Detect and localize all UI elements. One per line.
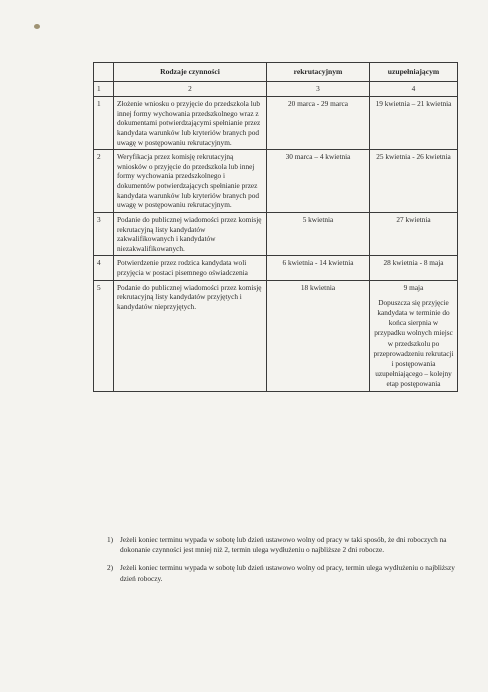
row-recruitment-date: 5 kwietnia — [267, 212, 370, 256]
header-num — [94, 63, 114, 82]
row-supplementary-note: Dopuszcza się przyjęcie kandydata w terminie do końca sierpnia w przypadku wolnych miejsc w przedszkolu po przeprowadzeniu rekrutacji i postępowania uzupełniającego – kolejny etap postępowania — [373, 298, 454, 388]
table-row — [94, 97, 458, 150]
row-supplementary-date: 28 kwietnia - 8 maja — [370, 256, 458, 280]
table-row — [94, 280, 458, 391]
footnote-text: Jeżeli koniec terminu wypada w sobotę lub dzień ustawowo wolny od pracy, termin ulega wydłużeniu o najbliższy dzień roboczy. — [120, 563, 455, 583]
row-activity: Złożenie wniosku o przyjęcie do przedszkola lub innej formy wychowania przedszkolnego wraz z dokumentami potwierdzającymi spełnianie przez kandydata warunków lub kryteriów branych pod uwagę w postępowaniu rekrutacyjnym. — [114, 97, 267, 150]
column-number-row — [94, 82, 458, 97]
colnum-2: 2 — [114, 82, 267, 97]
row-recruitment-date: 6 kwietnia - 14 kwietnia — [267, 256, 370, 280]
row-supplementary-date: 9 maja — [403, 282, 424, 292]
table-header-row — [94, 63, 458, 82]
footnote-text: Jeżeli koniec terminu wypada w sobotę lub dzień ustawowo wolny od pracy w taki sposób, że dni roboczych na dokonanie czynności jest mniej niż 2, termin ulega wydłużeniu o najbliższe 2 dni robocze. — [120, 535, 447, 555]
footnotes — [107, 535, 459, 592]
row-recruitment-date: 20 marca - 29 marca — [267, 97, 370, 150]
footnote-item — [107, 563, 459, 583]
colnum-1: 1 — [94, 82, 114, 97]
colnum-4: 4 — [370, 82, 458, 97]
row-supplementary-cell — [370, 280, 458, 391]
footnote-item — [107, 535, 459, 555]
footnote-mark: 2) — [107, 563, 114, 573]
row-activity: Potwierdzenie przez rodzica kandydata woli przyjęcia w postaci pisemnego oświadczenia — [114, 256, 267, 280]
row-number: 3 — [94, 212, 114, 256]
scan-speck — [34, 24, 40, 29]
row-activity: Weryfikacja przez komisję rekrutacyjną wniosków o przyjęcie do przedszkola lub innej formy wychowania przedszkolnego i dokumentów potwierdzających spełnianie przez kandydata warunków lub kryteriów branych pod uwagę w postępowaniu rekrutacyjnym. — [114, 150, 267, 213]
row-activity: Podanie do publicznej wiadomości przez komisję rekrutacyjną listy kandydatów przyjętych i kandydatów nieprzyjętych. — [114, 280, 267, 391]
row-supplementary-date: 19 kwietnia – 21 kwietnia — [370, 97, 458, 150]
table-row — [94, 212, 458, 256]
header-activity: Rodzaje czynności — [114, 63, 267, 82]
row-supplementary-date: 25 kwietnia - 26 kwietnia — [370, 150, 458, 213]
row-number: 1 — [94, 97, 114, 150]
footnote-mark: 1) — [107, 535, 114, 544]
schedule-table — [93, 62, 458, 392]
header-recruitment: rekrutacyjnym — [267, 63, 370, 82]
table-row — [94, 256, 458, 280]
row-number: 4 — [94, 256, 114, 280]
row-activity: Podanie do publicznej wiadomości przez komisję rekrutacyjną listy kandydatów zakwalifikowanych i kandydatów niezakwalifikowanych. — [114, 212, 267, 256]
row-recruitment-date: 30 marca – 4 kwietnia — [267, 150, 370, 213]
table-row — [94, 150, 458, 213]
row-supplementary-date: 27 kwietnia — [370, 212, 458, 256]
colnum-3: 3 — [267, 82, 370, 97]
header-supplementary: uzupełniającym — [370, 63, 458, 82]
row-number: 5 — [94, 280, 114, 391]
row-recruitment-date: 18 kwietnia — [267, 280, 370, 391]
row-number: 2 — [94, 150, 114, 213]
